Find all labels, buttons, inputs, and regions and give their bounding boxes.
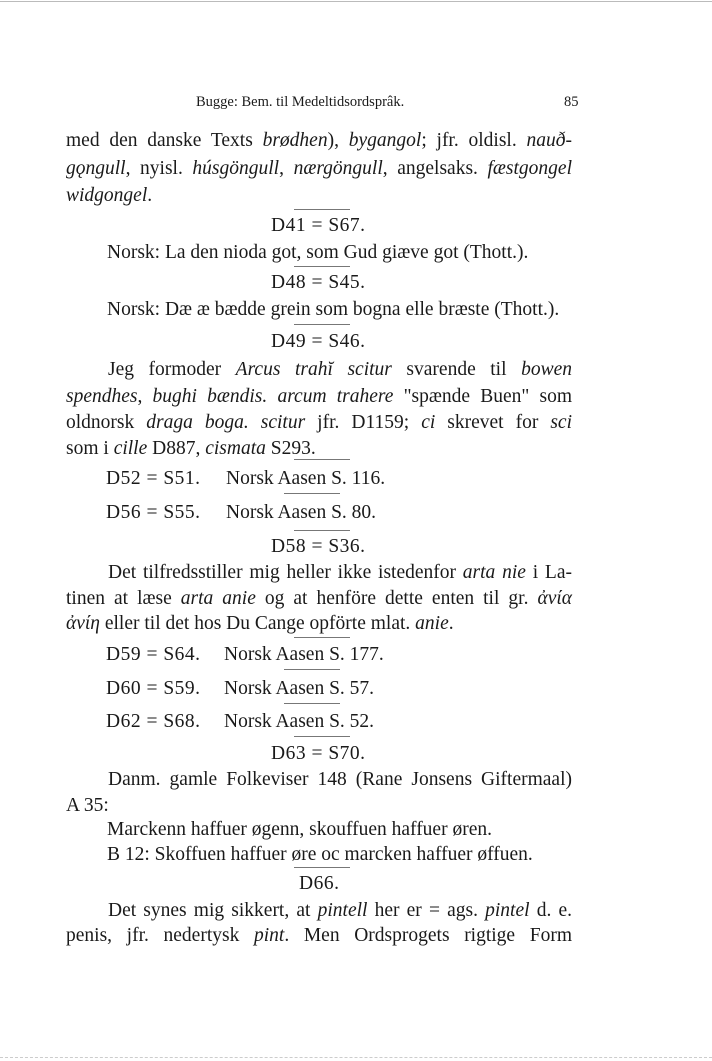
running-title: Bugge: Bem. til Medeltidsordsprâk. — [196, 94, 405, 110]
text-line: gǫngull, nyisl. húsgöngull, nærgöngull, angelsaks. fæstgongel — [66, 158, 573, 179]
entry-label: D62 = S68. — [106, 711, 201, 732]
section-divider — [294, 459, 350, 460]
entry-text: Norsk Aasen S. 80. — [226, 502, 377, 523]
section-heading: D48 = S45. — [271, 272, 366, 293]
page-bottom-edge — [0, 1057, 712, 1058]
section-divider — [294, 324, 350, 325]
text-line: spendhes, bughi bændis. arcum trahere "spænde Buen" som — [66, 386, 573, 407]
section-divider — [294, 867, 350, 868]
entry-label: D60 = S59. — [106, 678, 201, 699]
verse-line: Marckenn haffuer øgenn, skouffuen haffuer øren. — [107, 819, 492, 840]
section-divider — [294, 209, 350, 210]
text-line: tinen at læse arta anie og at henföre dette enten til gr. ἀνία — [66, 588, 572, 609]
section-divider — [284, 493, 340, 494]
entry-label: D59 = S64. — [106, 644, 201, 665]
text-line: Danm. gamle Folkeviser 148 (Rane Jonsens Giftermaal) — [108, 769, 572, 790]
entry-label: D56 = S55. — [106, 502, 201, 523]
entry-text: Norsk Aasen S. 116. — [226, 468, 386, 489]
text-line: som i cille D887, cismata S293. — [66, 438, 316, 459]
section-heading: D58 = S36. — [271, 536, 366, 557]
section-heading: D41 = S67. — [271, 215, 366, 236]
section-divider — [294, 637, 350, 638]
text-line: oldnorsk draga boga. scitur jfr. D1159; ci skrevet for sci — [66, 412, 573, 433]
text-line: A 35: — [66, 795, 109, 816]
entry-text: Norsk Aasen S. 177. — [224, 644, 384, 665]
text-line: ἀνίη eller til det hos Du Cange opförte mlat. anie. — [66, 613, 454, 634]
section-heading: D66. — [299, 873, 340, 894]
entry-text: Norsk Aasen S. 57. — [224, 678, 375, 699]
verse-line: B 12: Skoffuen haffuer øre oc marcken haffuer øffuen. — [107, 844, 533, 865]
text-line: penis, jfr. nedertysk pint. Men Ordsprogets rigtige Form — [66, 925, 572, 946]
entry-text: Norsk Aasen S. 52. — [224, 711, 375, 732]
text-line: Jeg formoder Arcus trahĭ scitur svarende til bowen — [108, 359, 572, 380]
text-line: Det synes mig sikkert, at pintell her er = ags. pintel d. e. — [108, 900, 573, 921]
section-divider — [294, 266, 350, 267]
section-heading: D63 = S70. — [271, 743, 366, 764]
page-number: 85 — [564, 94, 579, 110]
text-line: Norsk: La den nioda got, som Gud giæve got (Thott.). — [107, 242, 529, 263]
entry-label: D52 = S51. — [106, 468, 201, 489]
section-divider — [294, 736, 350, 737]
section-heading: D49 = S46. — [271, 331, 366, 352]
section-divider — [284, 669, 340, 670]
section-divider — [294, 530, 350, 531]
text-line: med den danske Texts brødhen), bygangol; jfr. oldisl. nauð- — [66, 130, 572, 151]
page-top-edge — [0, 1, 712, 2]
section-divider — [284, 703, 340, 704]
text-line: widgongel. — [66, 185, 153, 206]
text-line: Det tilfredsstiller mig heller ikke istedenfor arta nie i La- — [108, 562, 572, 583]
text-line: Norsk: Dæ æ bædde grein som bogna elle bræste (Thott.). — [107, 299, 560, 320]
